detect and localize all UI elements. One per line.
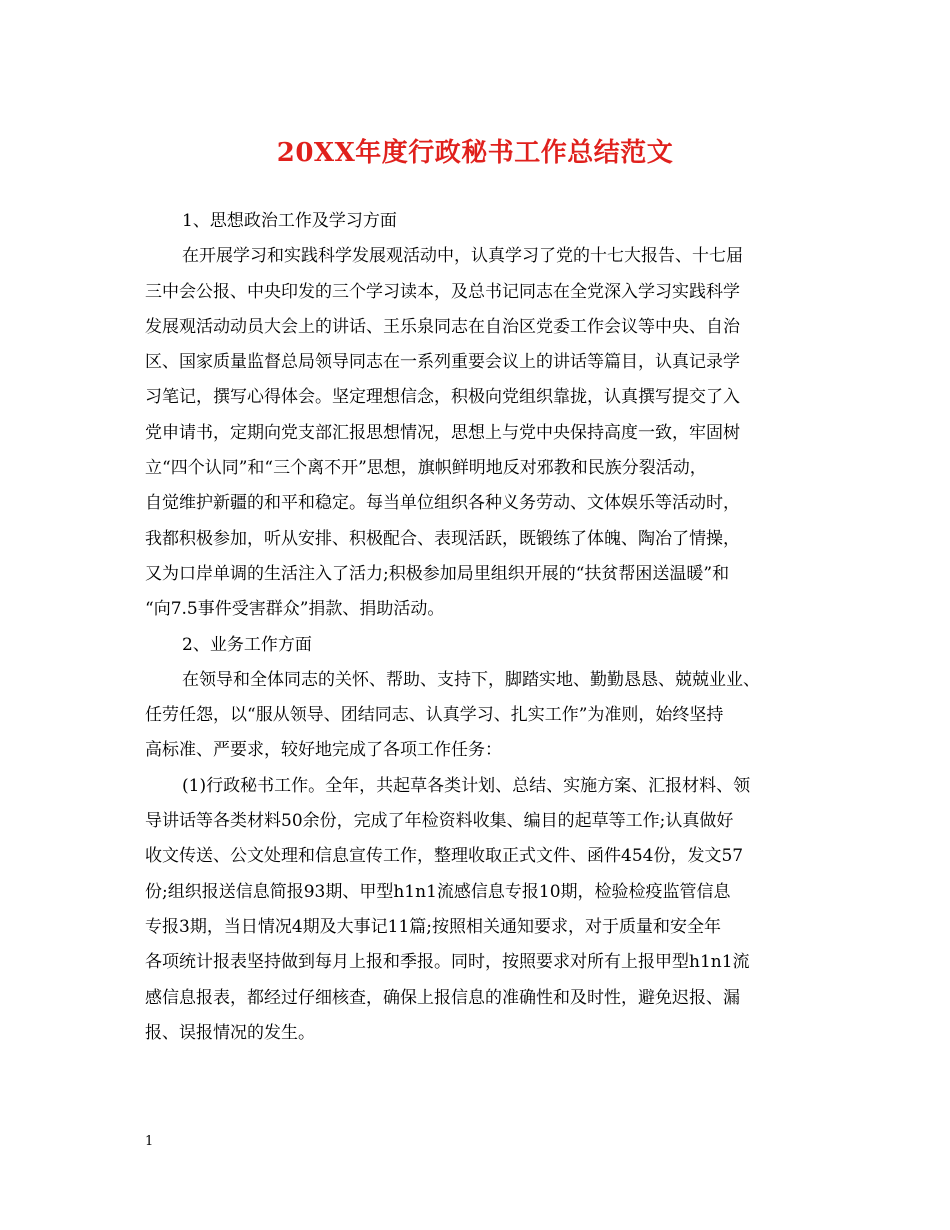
body-line: 立“四个认同”和“三个离不开”思想，旗帜鲜明地反对邪教和民族分裂活动， — [145, 458, 707, 479]
body-line: 党申请书，定期向党支部汇报思想情况，思想上与党中央保持高度一致，牢固树 — [145, 422, 740, 443]
body-line: 高标准、严要求，较好地完成了各项工作任务： — [145, 740, 502, 761]
body-line: 2、业务工作方面 — [182, 634, 312, 655]
document-body — [145, 204, 810, 1051]
body-line: 自觉维护新疆的和平和稳定。每当单位组织各种义务劳动、文体娱乐等活动时， — [145, 493, 740, 514]
body-line: 份;组织报送信息简报93期、甲型h1n1流感信息专报10期，检验检疫监管信息 — [145, 881, 731, 902]
document-title: 20XX年度行政秘书工作总结范文 — [276, 138, 674, 168]
body-line: 在开展学习和实践科学发展观活动中，认真学习了党的十七大报告、十七届 — [182, 246, 743, 267]
body-line: 专报3期，当日情况4期及大事记11篇;按照相关通知要求，对于质量和安全年 — [145, 916, 721, 937]
body-line: 报、误报情况的发生。 — [145, 1022, 315, 1043]
body-line: 区、国家质量监督总局领导同志在一系列重要会议上的讲话等篇目，认真记录学 — [145, 352, 740, 373]
body-line: 各项统计报表坚持做到每月上报和季报。同时，按照要求对所有上报甲型h1n1流 — [145, 952, 750, 973]
body-line: 1、思想政治工作及学习方面 — [182, 211, 397, 231]
body-line: 收文传送、公文处理和信息宣传工作，整理收取正式文件、函件454份，发文57 — [145, 846, 744, 867]
body-line: 又为口岸单调的生活注入了活力;积极参加局里组织开展的“扶贫帮困送温暖”和 — [145, 563, 730, 584]
body-line: 感信息报表，都经过仔细核查，确保上报信息的准确性和及时性，避免迟报、漏 — [145, 987, 740, 1008]
body-line: 导讲话等各类材料50余份，完成了年检资料收集、编目的起草等工作;认真做好 — [145, 811, 734, 832]
body-line: 三中会公报、中央印发的三个学习读本，及总书记同志在全党深入学习实践科学 — [145, 281, 740, 302]
body-line: 发展观活动动员大会上的讲话、王乐泉同志在自治区党委工作会议等中央、自治 — [145, 316, 740, 337]
body-line: (1)行政秘书工作。全年，共起草各类计划、总结、实施方案、汇报材料、领 — [182, 775, 751, 796]
body-line: 在领导和全体同志的关怀、帮助、支持下，脚踏实地、勤勤恳恳、兢兢业业、 — [182, 669, 760, 690]
body-line: 我都积极参加，听从安排、积极配合、表现活跃，既锻练了体魄、陶冶了情操， — [145, 528, 740, 549]
body-line: “向7.5事件受害群众”捐款、捐助活动。 — [145, 599, 445, 620]
body-line: 习笔记，撰写心得体会。坚定理想信念，积极向党组织靠拢，认真撰写提交了入 — [145, 387, 740, 408]
body-line: 任劳任怨，以“服从领导、团结同志、认真学习、扎实工作”为准则，始终坚持 — [145, 705, 724, 726]
page-number: 1 — [145, 1134, 154, 1149]
